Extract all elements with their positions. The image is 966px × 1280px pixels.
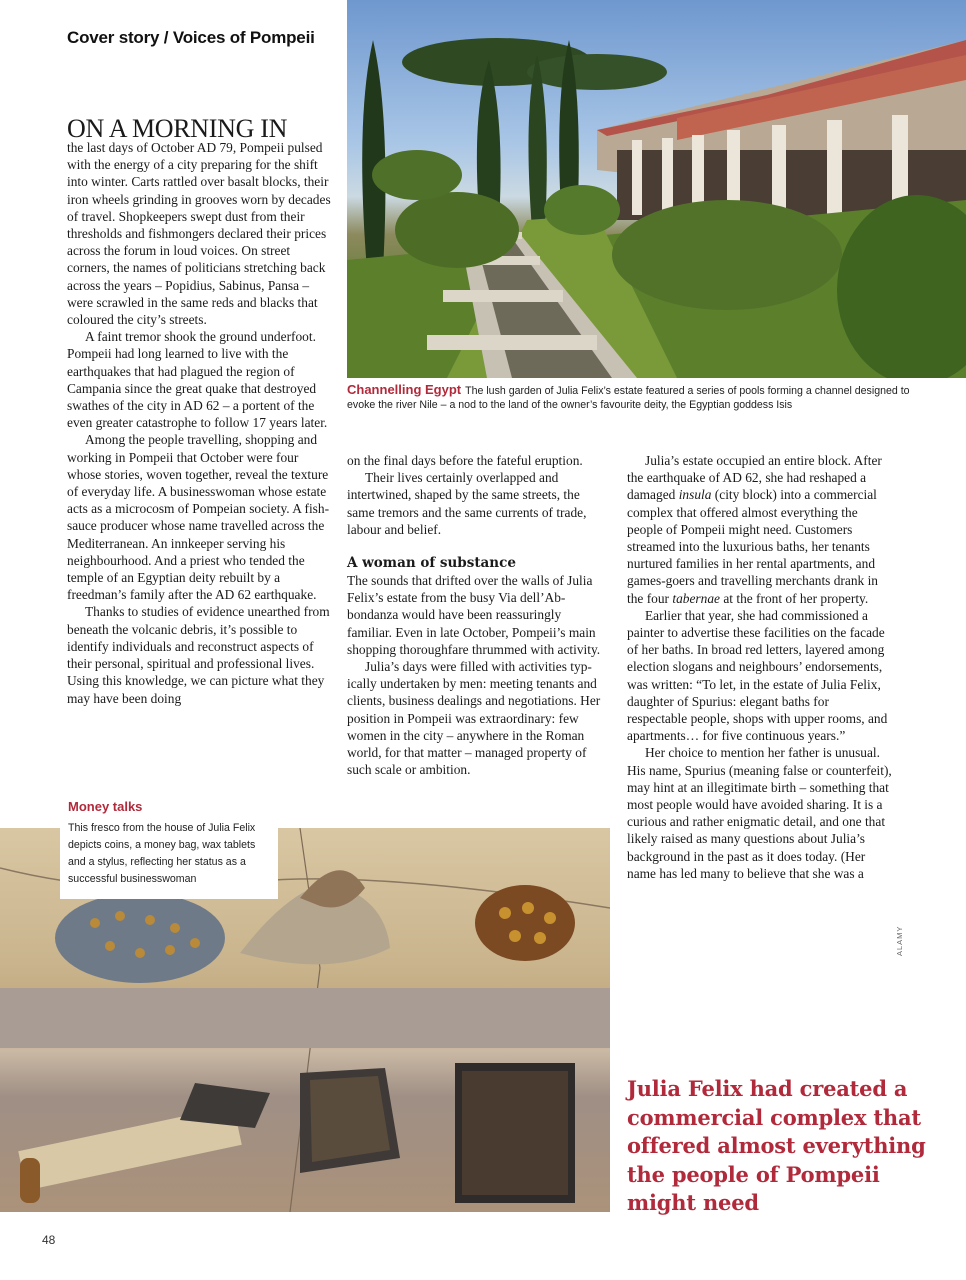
garden-caption-title: Channelling Egypt [347,382,462,397]
col3-text: (city block) into a commercial complex that offered almost everything the people of Pompeii might need. Customers streamed into the luxurious baths, her tenants nurtured families in her rental apartments, and games-goers and travelling merchants drank in the four [627,487,878,606]
col2-paragraph: Their lives certainly overlapped and intertwined, shaped by the same streets, the same tremors and the same currents of trade, labour and belief. [347,470,587,537]
photo-credit: ALAMY [895,925,904,956]
money-caption [60,815,278,899]
col3-italic: insula [678,487,712,503]
money-caption-text: This fresco from the house of Julia Felix depicts coins, a money bag, wax tablets and a stylus, reflecting her status as a successful businesswoman [68,822,256,885]
subhead: A woman of substance [347,555,516,572]
article-column-1 [67,115,331,707]
garden-caption-text: The lush garden of Julia Felix’s estate featured a series of pools forming a channel designed to evoke the river Nile – a nod to the land of the owner’s favourite deity, the Egyptian goddess Isis [347,385,910,411]
lead-caps: ON A MORNING IN [67,114,288,143]
col1-paragraph: A faint tremor shook the ground underfoot. Pompeii had long learned to live with the earthquakes that had plagued the region of Campania since the great quake that destroyed swathes of the city in AD 62 – a portent of the even greater catastrophe to follow 17 years later. [67,329,328,431]
page-number: 48 [42,1233,56,1247]
col2-paragraph: The sounds that drifted over the walls of Julia Felix’s estate from the busy Via dell’Abbondanza would have been reassuringly familiar. Even in late October, Pompeii’s main shopping thoroughfare thrummed with activity. [347,573,601,657]
col1-paragraph: Among the people travelling, shopping and working in Pompeii that October were four whose stories, woven together, reveal the texture of everyday life. A businesswoman whose estate acts as a microcosm of Pompeian society. A fish-sauce producer whose name travelled across the Mediterranean. An innkeeper serving his neighbourhood. And a priest who tended the temple of an Egyptian deity rebuilt by a freedman’s family after the AD 62 earthquake. [67,432,330,603]
col1-paragraph: Thanks to studies of evidence unearthed from beneath the volcanic debris, it’s possible to identify individuals and reconstruct aspects of their personal, spiritual and professional lives. Using this knowledge, we can picture what they may have been doing [67,604,330,706]
section-label: Cover story / Voices of Pompeii [67,28,315,47]
garden-photo-illustration [347,0,966,378]
article-column-3 [627,452,892,882]
col3-paragraph: Earlier that year, she had commissioned a painter to advertise these facilities on the facade of her baths. In broad red letters, layered among election slogans and neighbours’ endorsements, was written: “To let, in the estate of Julia Felix, daughter of Spurius: elegant baths for respectable people, shops with upper rooms, and apartments… for five continuous years.” [627,607,888,744]
article-column-2 [347,452,609,778]
col3-italic: tabernae [672,590,720,606]
col3-text: at the front of her property. [719,590,869,606]
pull-quote: Julia Felix had created a commercial complex that offered almost everything the people of Pompeii might need [627,1076,926,1216]
garden-caption [347,383,937,412]
money-caption-title: Money talks [68,799,143,814]
garden-photo [347,0,966,378]
col2-paragraph: Julia’s days were filled with activities typically undertaken by men: meeting tenants and clients, business dealings and negotiations. Her position in Pompeii was extraordinary: few women in the city – anywhere in the Roman world, for that matter – managed property of such scale or ambition. [347,659,601,778]
col3-text: Julia’s estate occupied an entire block. After the earthquake of AD 62, she had reshaped a damaged [627,453,882,503]
col3-paragraph: Her choice to mention her father is unusual. His name, Spurius (meaning false or counterfeit), may hint at an illegitimate birth – something that most people would have avoided sharing. It is a curious and rather enigmatic detail, and one that likely raised as many questions about Julia’s background in the past as it does today. (Her name has led many to believe that she was a [627,745,892,881]
col3-paragraph [627,452,892,607]
col1-paragraph: the last days of October AD 79, Pompeii pulsed with the energy of a city preparing for the shift into winter. Carts rattled over basalt blocks, their iron wheels grinding in grooves worn by decades of travel. Shopkeepers swept dust from their thresholds and fishmongers declared their prices across the forum in loud voices. On street corners, the names of politicians stretching back across the years – Popidius, Sabinus, Pansa – were scrawled in the same reds and blacks that coloured the city’s streets. [67,140,331,328]
col2-paragraph: on the final days before the fateful eruption. [347,453,583,468]
